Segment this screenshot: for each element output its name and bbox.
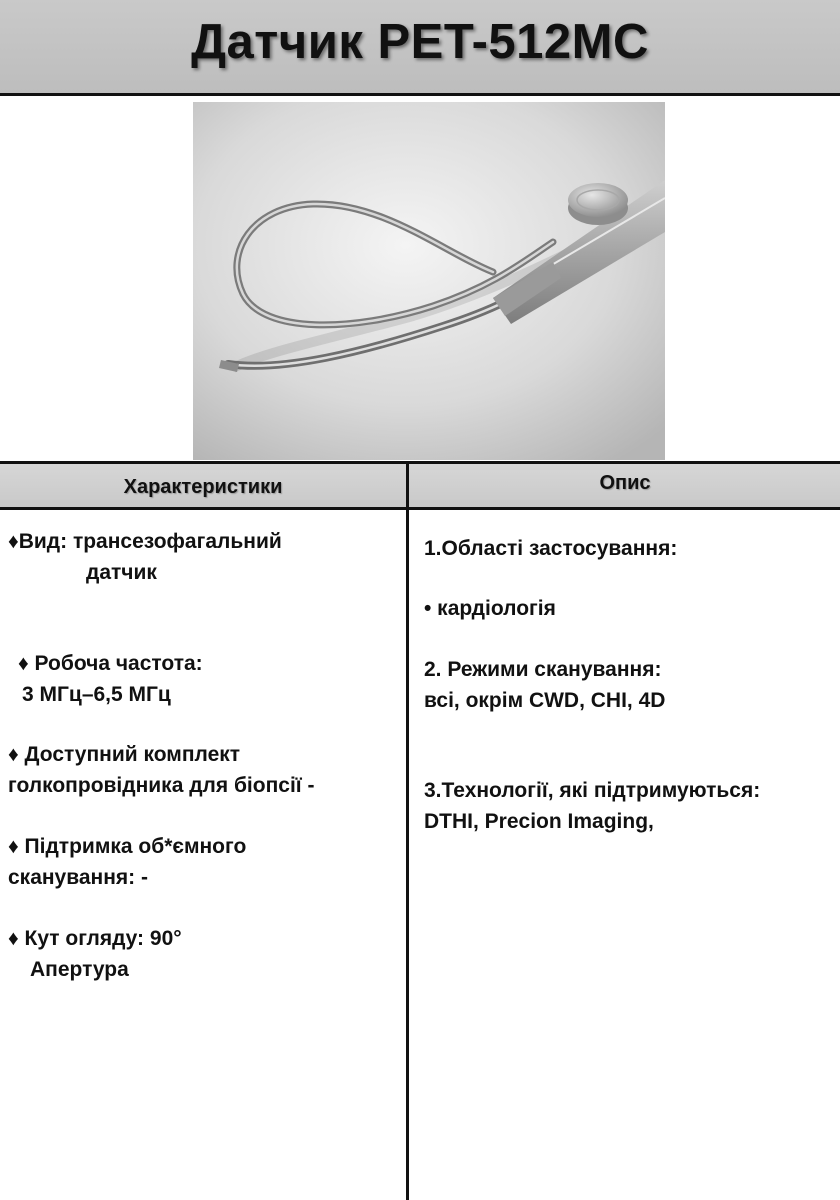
column-header-characteristics: Характеристики	[123, 476, 283, 498]
probe-photo-icon	[193, 102, 665, 460]
spec-type-line1: ♦Вид: трансезофагальний	[8, 530, 282, 553]
spec-type-line2: датчик	[86, 561, 157, 584]
spec-frequency-value: 3 МГц–6,5 МГц	[22, 683, 171, 706]
desc-areas-item: • кардіологія	[424, 597, 556, 620]
spec-angle-line1: ♦ Кут огляду: 90°	[8, 927, 182, 950]
desc-tech-title: 3.Технології, які підтримуються:	[424, 779, 761, 802]
desc-tech-value: DTHI, Precion Imaging,	[424, 810, 654, 833]
title-bar	[0, 0, 840, 96]
desc-modes-value: всі, окрім CWD, CHI, 4D	[424, 689, 666, 712]
table-header	[0, 461, 840, 510]
spec-angle-line2: Апертура	[30, 958, 129, 981]
spec-volume-line2: сканування: -	[8, 866, 148, 889]
spec-volume-line1: ♦ Підтримка об*ємного	[8, 835, 247, 858]
probe-photo	[193, 102, 665, 460]
spec-biopsy-line2: голкопровідника для біопсії -	[8, 774, 315, 797]
desc-areas-title: 1.Області застосування:	[424, 537, 678, 560]
page-title: Датчик PET-512MC	[191, 15, 649, 69]
spec-biopsy-line1: ♦ Доступний комплект	[8, 743, 241, 766]
desc-modes-title: 2. Режими сканування:	[424, 658, 662, 681]
column-divider	[406, 461, 409, 1200]
spec-frequency-label: ♦ Робоча частота:	[18, 652, 203, 675]
column-header-description: Опис	[599, 472, 651, 494]
